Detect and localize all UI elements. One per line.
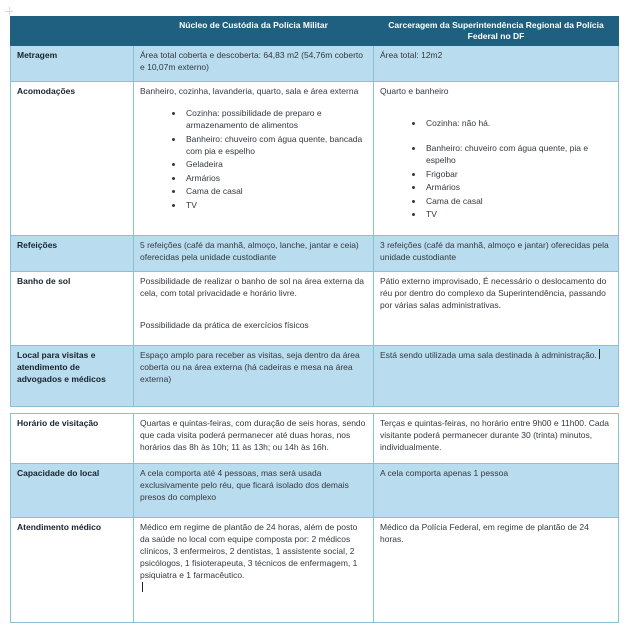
cell-paragraph	[140, 239, 367, 263]
cell-paragraph	[140, 417, 367, 453]
paragraph-text: Área total coberta e descoberta: 64,83 m2 (54,76m coberto e 10,07m externo)	[140, 50, 364, 72]
cell-pm	[134, 346, 374, 407]
header-policia-federal: Carceragem da Superintendência Regional da Polícia Federal no DF	[374, 17, 619, 46]
stray-cursor-mark	[5, 7, 13, 15]
bullet-item: • Frigobar	[424, 168, 612, 180]
cell-pf	[374, 236, 619, 272]
paragraph-text: Terças e quintas-feiras, no horário entre 9h00 e 11h00. Cada visitante poderá permanecer durante 30 (trinta) minutos, individualmente.	[380, 418, 610, 452]
cell-paragraph	[380, 275, 612, 311]
bullet-list	[140, 107, 367, 211]
header-corner-cell	[11, 17, 134, 46]
cell-paragraph	[380, 349, 612, 361]
table-row	[11, 46, 619, 82]
paragraph-text: A cela comporta apenas 1 pessoa	[380, 468, 509, 478]
paragraph-text: Área total: 12m2	[380, 50, 443, 60]
cell-paragraph	[140, 85, 367, 97]
paragraph-text: Está sendo utilizada uma sala destinada à administração.	[380, 350, 597, 360]
cell-pm	[134, 46, 374, 82]
paragraph-text: Pátio externo improvisado, É necessário o deslocamento do réu por dentro do complexo da Superintendência, passando por várias salas administrativas.	[380, 276, 607, 310]
cell-paragraph	[140, 467, 367, 503]
table-row	[11, 518, 619, 623]
bullet-item: • Armários	[184, 172, 367, 184]
cell-paragraph	[380, 521, 612, 545]
cell-pf	[374, 346, 619, 407]
text-cursor	[599, 349, 600, 359]
bullet-item: • Cozinha: possibilidade de preparo e armazenamento de alimentos	[184, 107, 367, 131]
bullet-item: • TV	[424, 208, 612, 220]
bullet-item: • Geladeira	[184, 158, 367, 170]
cell-pf	[374, 414, 619, 464]
row-label: Refeições	[11, 236, 134, 272]
paragraph-text: Quarto e banheiro	[380, 86, 449, 96]
cell-pm	[134, 464, 374, 518]
bullet-item: • Cama de casal	[424, 195, 612, 207]
paragraph-text: 3 refeições (café da manhã, almoço e jantar) oferecidas pela unidade custodiante	[380, 240, 609, 262]
table-row	[11, 346, 619, 407]
cell-pf	[374, 518, 619, 623]
paragraph-text: Banheiro, cozinha, lavanderia, quarto, sala e área externa	[140, 86, 359, 96]
cell-pm	[134, 82, 374, 236]
row-label: Atendimento médico	[11, 518, 134, 623]
bullet-item: • Armários	[424, 181, 612, 193]
cell-paragraph	[380, 417, 612, 453]
comparison-table-upper	[10, 16, 619, 407]
row-label: Banho de sol	[11, 272, 134, 346]
cell-paragraph	[140, 275, 367, 299]
text-cursor-line	[140, 582, 367, 594]
row-label: Metragem	[11, 46, 134, 82]
header-policia-militar: Núcleo de Custódia da Polícia Militar	[134, 17, 374, 46]
bullet-item: • Banheiro: chuveiro com água quente, pia e espelho	[424, 142, 612, 166]
row-label: Capacidade do local	[11, 464, 134, 518]
cell-pf	[374, 46, 619, 82]
paragraph-text: Espaço amplo para receber as visitas, seja dentro da área coberta ou na área externa (há cadeiras e mesa na área externa)	[140, 350, 360, 384]
comparison-table-lower	[10, 413, 619, 623]
table-row	[11, 82, 619, 236]
cell-pm	[134, 236, 374, 272]
paragraph-text: 5 refeições (café da manhã, almoço, lanche, jantar e ceia) oferecidas pela unidade custodiante	[140, 240, 359, 262]
cell-pf	[374, 272, 619, 346]
cell-paragraph	[140, 49, 367, 73]
row-label: Local para visitas e atendimento de advogados e médicos	[11, 346, 134, 407]
paragraph-text: Médico da Polícia Federal, em regime de plantão de 24 horas.	[380, 522, 589, 544]
cell-pm	[134, 272, 374, 346]
bullet-list	[380, 117, 612, 220]
paragraph-text: A cela comporta até 4 pessoas, mas será usada exclusivamente pelo réu, que ficará isolado dos demais presos do complexo	[140, 468, 349, 502]
table-header-row	[11, 17, 619, 46]
bullet-item: • Banheiro: chuveiro com água quente, bancada com pia e espelho	[184, 133, 367, 157]
bullet-item: • Cama de casal	[184, 185, 367, 197]
paragraph-text: Quartas e quintas-feiras, com duração de seis horas, sendo que cada visita poderá permanecer até duas horas, nos horários das 8h às 10h; 11 às 13h; ou 14h às 16h.	[140, 418, 366, 452]
cell-paragraph	[140, 319, 367, 331]
text-cursor	[142, 582, 143, 592]
table-row	[11, 414, 619, 464]
cell-paragraph	[140, 521, 367, 581]
table-row	[11, 464, 619, 518]
cell-paragraph	[380, 85, 612, 97]
row-label: Acomodações	[11, 82, 134, 236]
cell-pm	[134, 414, 374, 464]
cell-pm	[134, 518, 374, 623]
cell-pf	[374, 82, 619, 236]
paragraph-text: Médico em regime de plantão de 24 horas, além de posto da saúde no local com equipe composta por: 2 médicos clínicos, 3 enfermeiros, 2 dentistas, 1 assistente social, 2 psicólogos, 1 fisioterapeuta, 3 técnicos de enfermagem, 1 psiquiatra e 1 farmacêutico.	[140, 522, 358, 580]
table-row	[11, 272, 619, 346]
cell-paragraph	[380, 239, 612, 263]
cell-pf	[374, 464, 619, 518]
cell-paragraph	[380, 467, 612, 479]
row-label: Horário de visitação	[11, 414, 134, 464]
paragraph-text: Possibilidade de realizar o banho de sol na área externa da cela, com total privacidade e horário livre.	[140, 276, 364, 298]
cell-paragraph	[380, 49, 612, 61]
bullet-item: • Cozinha: não há.	[424, 117, 612, 129]
paragraph-text: Possibilidade da prática de exercícios físicos	[140, 320, 309, 330]
table-row	[11, 236, 619, 272]
bullet-item: • TV	[184, 199, 367, 211]
cell-paragraph	[140, 349, 367, 385]
